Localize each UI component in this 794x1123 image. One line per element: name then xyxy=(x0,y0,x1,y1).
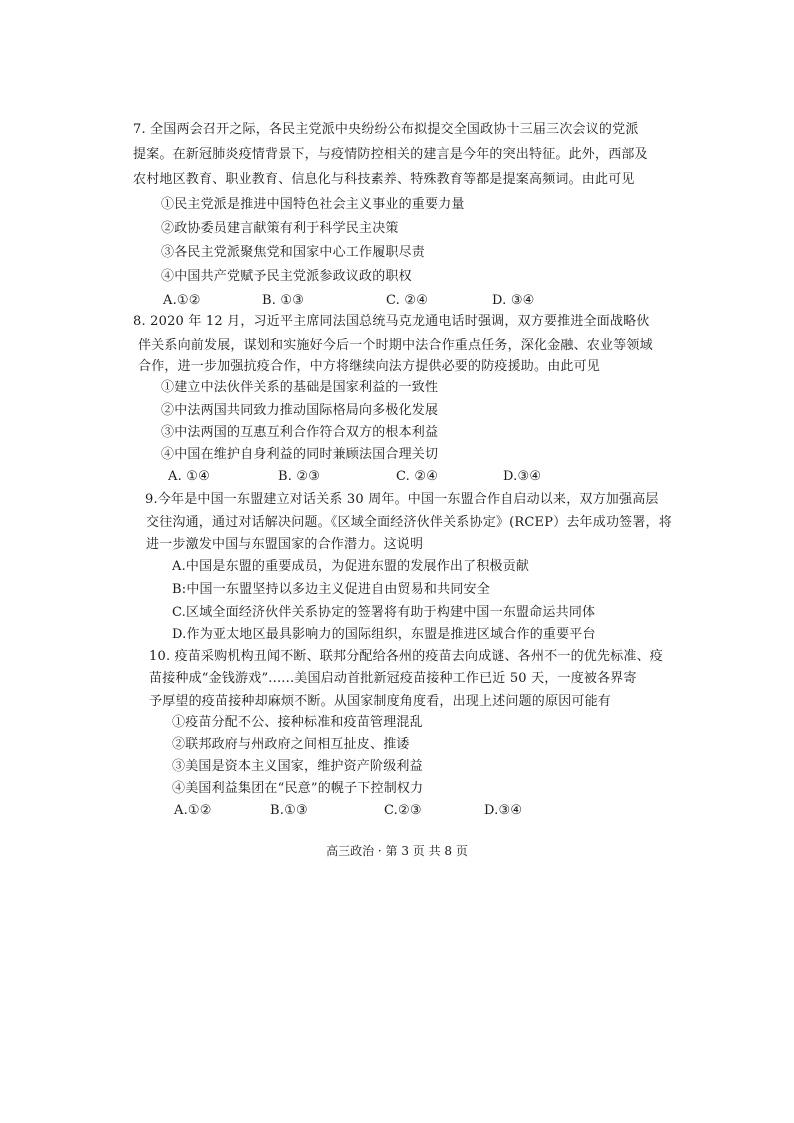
page-footer: 高三政治 · 第 3 页 共 8 页 xyxy=(326,844,468,858)
q10-statement-2: ②联邦政府与州政府之间相互扯皮、推诿 xyxy=(172,737,410,752)
q8-option-a: A. ①④ xyxy=(168,469,210,484)
q7-stem-line-2: 提案。在新冠肺炎疫情背景下，与疫情防控相关的建言是今年的突出特征。此外，西部及 xyxy=(133,147,648,162)
q8-statement-2: ②中法两国共同致力推动国际格局向多极化发展 xyxy=(161,403,439,418)
q7-option-a: A.①② xyxy=(163,293,201,308)
q10-stem-line-2: 苗接种成“金钱游戏”......美国启动首批新冠疫苗接种工作已近 50 天，一度被各界寄 xyxy=(149,671,637,686)
q10-option-c: C.②③ xyxy=(384,803,422,818)
q10-statement-4: ④美国利益集团在“民意”的幌子下控制权力 xyxy=(172,781,424,796)
q8-stem-line-2: 伴关系向前发展，谋划和实施好今后一个时期中法合作重点任务，深化金融、农业等领域 xyxy=(138,338,653,353)
q7-statement-4: ④中国共产党赋予民主党派参政议政的职权 xyxy=(161,269,412,284)
q10-stem-line-3: 予厚望的疫苗接种却麻烦不断。从国家制度角度看，出现上述问题的原因可能有 xyxy=(149,694,612,709)
q9-option-b: B:中国一东盟坚持以多边主义促进自由贸易和共同安全 xyxy=(172,582,490,597)
q10-option-b: B.①③ xyxy=(270,803,308,818)
q7-statement-1: ①民主党派是推进中国特色社会主义事业的重要力量 xyxy=(161,197,465,212)
q7-stem-line-3: 农村地区教育、职业教育、信息化与科技素养、特殊教育等都是提案高频词。由此可见 xyxy=(133,172,635,187)
q8-statement-4: ④中国在维护自身利益的同时兼顾法国合理关切 xyxy=(161,447,439,462)
q9-option-a: A.中国是东盟的重要成员，为促进东盟的发展作出了积极贡献 xyxy=(172,559,530,574)
q9-stem-line-3: 进一步激发中国与东盟国家的合作潜力。这说明 xyxy=(146,537,424,552)
q7-option-c: C. ②④ xyxy=(386,293,429,308)
q9-stem-line-1: 9.今年是中国一东盟建立对话关系 30 周年。中国一东盟合作自启动以来，双方加强高层 xyxy=(145,492,659,507)
q10-statement-1: ①疫苗分配不公、接种标准和疫苗管理混乱 xyxy=(172,715,423,730)
q8-stem-line-1: 8. 2020 年 12 月，习近平主席同法国总统马克龙通电话时强调，双方要推进全面战略伙 xyxy=(133,314,650,329)
q9-option-d: D.作为亚太地区最具影响力的国际组织，东盟是推进区域合作的重要平台 xyxy=(172,627,596,642)
q8-statement-3: ③中法两国的互惠互利合作符合双方的根本利益 xyxy=(161,425,439,440)
q9-option-c: C.区域全面经济伙伴关系协定的签署将有助于构建中国一东盟命运共同体 xyxy=(172,605,596,620)
q10-statement-3: ③美国是资本主义国家，维护资产阶级利益 xyxy=(172,759,423,774)
q7-option-d: D. ③④ xyxy=(492,293,535,308)
q8-option-b: B. ②③ xyxy=(278,469,321,484)
q7-stem-line-1: 7. 全国两会召开之际，各民主党派中央纷纷公布拟提交全国政协十三届三次会议的党派 xyxy=(133,122,639,137)
q8-stem-line-3: 合作，进一步加强抗疫合作，中方将继续向法方提供必要的防疫援助。由此可见 xyxy=(138,359,601,374)
q7-statement-3: ③各民主党派聚焦党和国家中心工作履职尽责 xyxy=(161,245,426,260)
q10-stem-line-1: 10. 疫苗采购机构丑闻不断、联邦分配给各州的疫苗去向成谜、各州不一的优先标准、疫 xyxy=(149,649,664,664)
q9-stem-line-2: 交往沟通，通过对话解决问题。《区域全面经济伙伴关系协定》(RCEP）去年成功签署，将 xyxy=(146,515,672,530)
q8-statement-1: ①建立中法伙伴关系的基础是国家利益的一致性 xyxy=(161,380,439,395)
q10-option-d: D.③④ xyxy=(484,803,523,818)
q7-statement-2: ②政协委员建言献策有利于科学民主决策 xyxy=(161,221,399,236)
q8-option-d: D.③④ xyxy=(503,469,542,484)
q7-option-b: B. ①③ xyxy=(262,293,305,308)
q8-option-c: C. ②④ xyxy=(396,469,439,484)
q10-option-a: A.①② xyxy=(174,803,212,818)
